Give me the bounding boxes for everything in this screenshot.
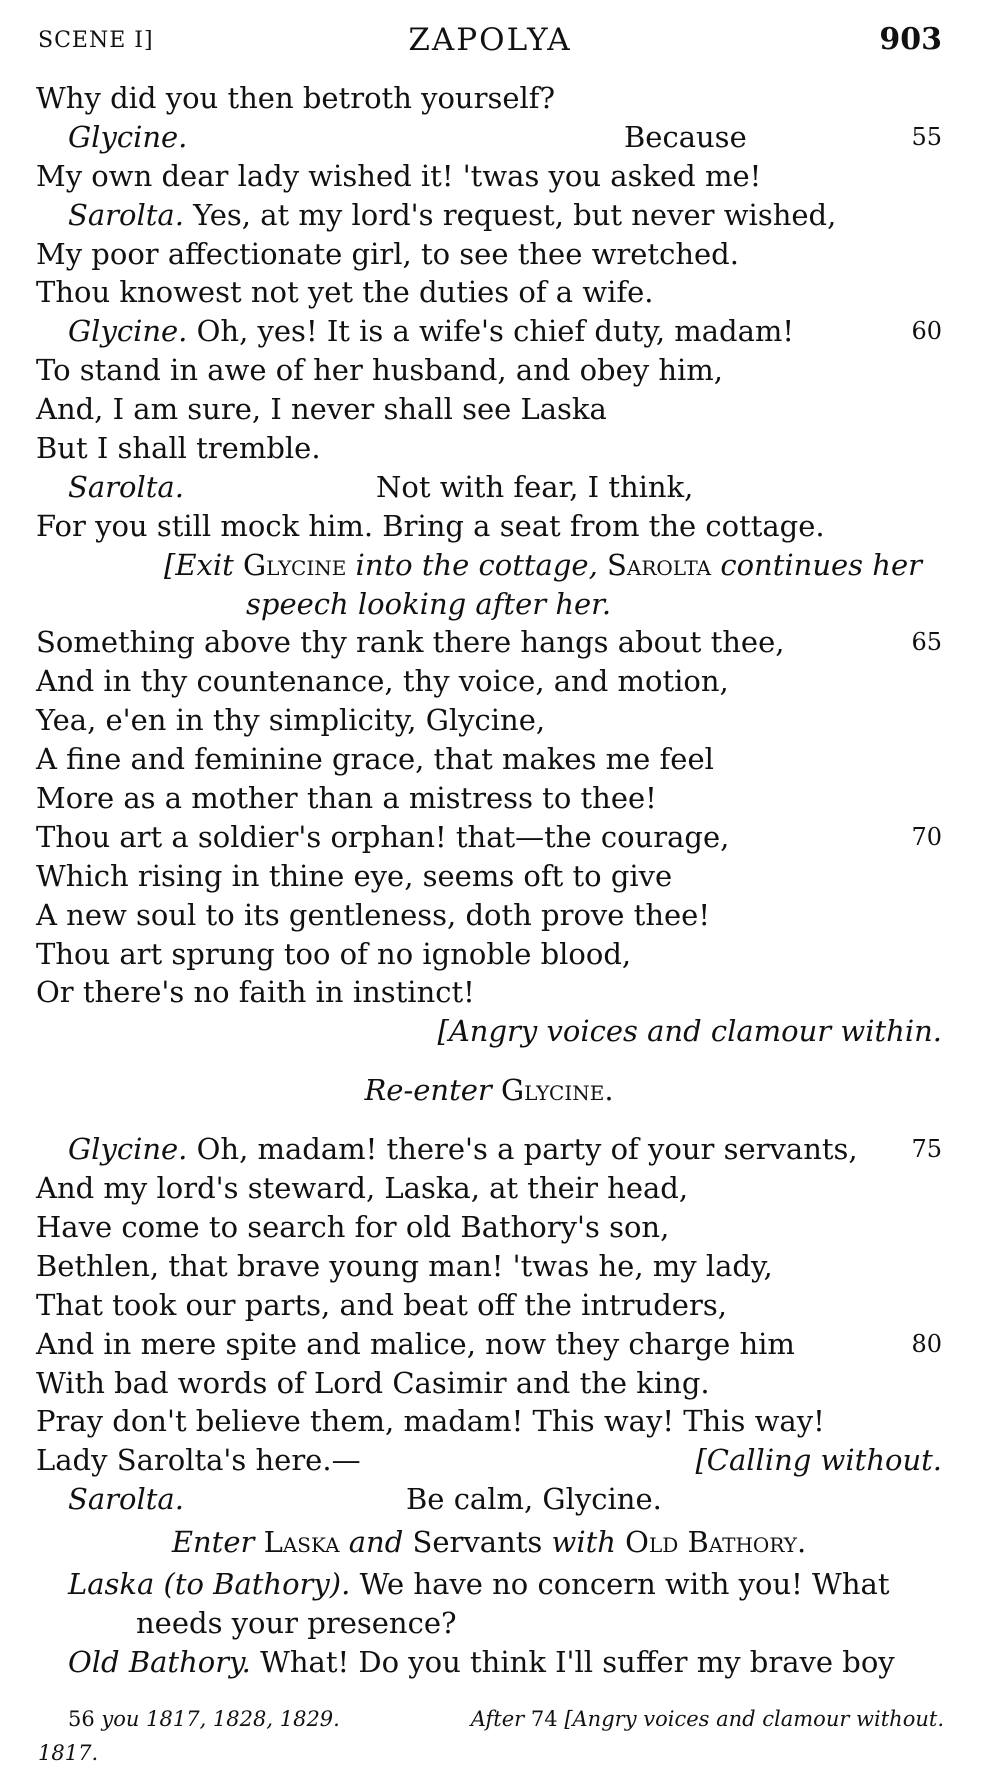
line-number: 70 (911, 822, 942, 851)
line-number: 80 (911, 1329, 942, 1358)
line-number: 55 (911, 122, 942, 151)
verse-text: We have no concern with you! What (359, 1567, 890, 1602)
running-title: ZAPOLYA (408, 22, 572, 58)
verse-line: Bethlen, that brave young man! 'twas he, my lady, (36, 1248, 773, 1283)
stage-direction: [Calling without. (695, 1443, 942, 1478)
verse-line: My poor affectionate girl, to see thee wretched. (36, 236, 739, 271)
stage-direction: [Angry voices and clamour within. (437, 1014, 942, 1049)
verse-line: Lady Sarolta's here.— [Calling without. (36, 1441, 942, 1480)
verse-line: But I shall tremble. (36, 431, 321, 466)
line-number: 75 (911, 1135, 942, 1164)
verse-line: Yea, e'en in thy simplicity, Glycine, (36, 703, 546, 738)
verse-line: Which rising in thine eye, seems oft to give (36, 858, 673, 893)
verse-text: Not with fear, I think, (376, 469, 694, 504)
reenter-heading: Re-enter Glycine. (364, 1073, 614, 1108)
verse-line (36, 1565, 942, 1604)
verse-line: Thou art a soldier's orphan! that—the courage, 70 (36, 818, 942, 857)
line-number: 65 (911, 628, 942, 657)
verse-line (36, 196, 942, 235)
verse-line: To stand in awe of her husband, and obey him, (36, 353, 724, 388)
verse-line: Thou knowest not yet the duties of a wife. (36, 275, 654, 310)
verse-line (36, 1480, 942, 1519)
entry-direction: Enter Laska and Servants with Old Bathory. (171, 1525, 807, 1560)
verse-text: Oh, yes! It is a wife's chief duty, madam! (196, 314, 795, 349)
stage-direction: [Exit Glycine into the cottage, Sarolta continues her (164, 547, 922, 582)
page-number: 903 (879, 22, 942, 57)
verse-text: Because (624, 119, 747, 154)
verse-line: A fine and feminine grace, that makes me feel (36, 742, 714, 777)
line-number: 60 (911, 317, 942, 346)
verse-line: And in thy countenance, thy voice, and motion, (36, 664, 729, 699)
speaker-name: Laska (68, 1567, 155, 1602)
stage-direction: speech looking after her. (246, 586, 612, 621)
footnote: 56 you 1817, 1828, 1829. After 74 [Angry voices and clamour without. (38, 1702, 944, 1736)
verse-line: And my lord's steward, Laska, at their head, (36, 1171, 689, 1206)
verse-line: Have come to search for old Bathory's son, (36, 1209, 670, 1244)
verse-line: For you still mock him. Bring a seat from the cottage. (36, 508, 825, 543)
verse-line (36, 118, 942, 157)
speaker-name: Sarolta. (68, 469, 184, 504)
verse-line: And, I am sure, I never shall see Laska (36, 392, 607, 427)
speaker-name: Glycine. (68, 119, 188, 154)
speaker-name: Glycine. (68, 314, 188, 349)
verse-text: Oh, madam! there's a party of your servants, (196, 1132, 858, 1167)
speaker-name: Sarolta. (68, 197, 184, 232)
footnote-continuation: 1817. (38, 1741, 99, 1765)
verse-text: Be calm, Glycine. (406, 1482, 662, 1517)
verse-line: Why did you then betroth yourself? (36, 81, 556, 115)
verse-line: needs your presence? (136, 1605, 457, 1640)
verse-text: What! Do you think I'll suffer my brave boy (260, 1644, 895, 1679)
aside-direction: (to Bathory). (163, 1567, 351, 1602)
verse-line: Or there's no faith in instinct! (36, 975, 475, 1010)
verse-line (36, 1130, 942, 1169)
speaker-name: Glycine. (68, 1132, 188, 1167)
footnotes (38, 1702, 944, 1770)
scene-label: SCENE I] (38, 28, 154, 53)
verse-line: Thou art sprung too of no ignoble blood, (36, 936, 632, 971)
page-header (38, 22, 942, 66)
verse-line: Something above thy rank there hangs about thee, 65 (36, 623, 942, 662)
verse-line: Pray don't believe them, madam! This way! This way! (36, 1404, 825, 1439)
verse-text: Yes, at my lord's request, but never wished, (193, 197, 837, 232)
verse-line: A new soul to its gentleness, doth prove thee! (36, 897, 710, 932)
speaker-name: Sarolta. (68, 1482, 184, 1517)
verse-line (36, 468, 942, 507)
footnote: After 74 [Angry voices and clamour without. (470, 1707, 944, 1731)
verse-line: And in mere spite and malice, now they charge him 80 (36, 1325, 942, 1364)
verse-line: More as a mother than a mistress to thee! (36, 781, 657, 816)
verse-line (36, 312, 942, 351)
verse-line: With bad words of Lord Casimir and the king. (36, 1365, 710, 1400)
play-text (36, 79, 942, 1682)
verse-line (36, 1643, 942, 1682)
verse-line: My own dear lady wished it! 'twas you asked me! (36, 158, 762, 193)
verse-line: That took our parts, and beat off the intruders, (36, 1287, 727, 1322)
speaker-name: Old Bathory. (68, 1644, 251, 1679)
